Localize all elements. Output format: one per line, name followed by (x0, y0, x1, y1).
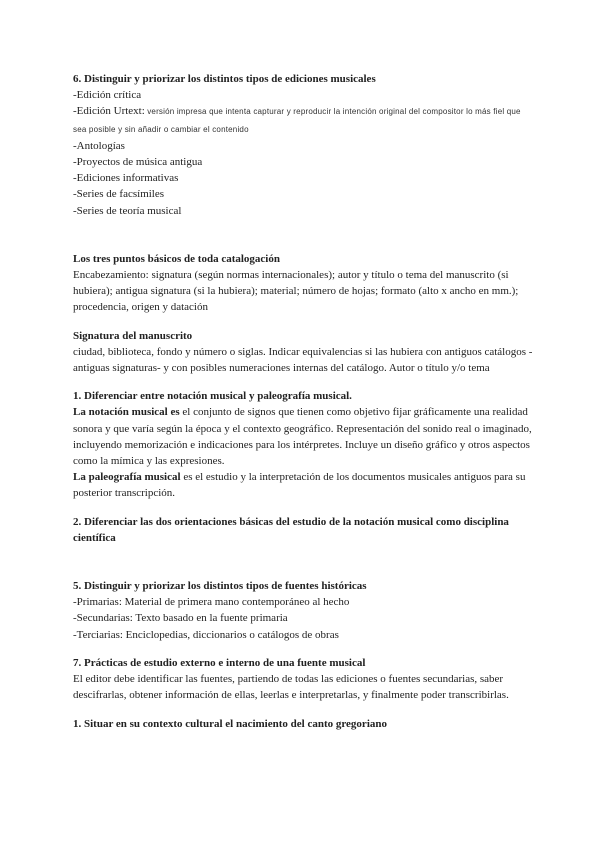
section-1-gregorian-heading: 1. Situar en su contexto cultural el nacimiento del canto gregoriano (73, 717, 387, 730)
section-7-heading: 7. Prácticas de estudio externo e interno de una fuente musical (73, 656, 366, 669)
notation-definition (73, 404, 533, 469)
spacer (73, 376, 533, 388)
spacer (73, 219, 533, 251)
section-7-body: El editor debe identificar las fuentes, partiendo de todas las ediciones o fuentes secundarias, saber descifrarlas, obtener información de ellas, leerlas e interpretarlas, y finalmente poder transcribirlas. (73, 673, 509, 702)
edition-type-item: -Series de facsímiles (73, 188, 165, 201)
section-2-heading: 2. Diferenciar las dos orientaciones básicas del estudio de la notación musical como disciplina científica (73, 515, 509, 544)
edition-type-item: -Antologías (73, 139, 125, 152)
document-body (73, 71, 533, 732)
edition-type-item: -Ediciones informativas (73, 172, 179, 185)
section-1-notation-heading: 1. Diferenciar entre notación musical y paleografía musical. (73, 390, 352, 403)
paleography-text: es el estudio y la interpretación de los documentos musicales antiguos para su posterior transcripción. (73, 471, 526, 500)
source-type-item: -Secundarias: Texto basado en la fuente primaria (73, 612, 288, 625)
paleography-term: La paleografía musical (73, 471, 181, 484)
spacer (73, 643, 533, 655)
spacer (73, 502, 533, 514)
signature-heading: Signatura del manuscrito (73, 329, 193, 342)
cataloging-heading: Los tres puntos básicos de toda catalogación (73, 252, 280, 265)
paleography-definition (73, 469, 533, 501)
edition-type-item: -Proyectos de música antigua (73, 156, 203, 169)
section-5-heading: 5. Distinguir y priorizar los distintos tipos de fuentes históricas (73, 580, 367, 593)
spacer (73, 546, 533, 578)
edition-type-item-urtext (73, 103, 533, 137)
signature-body: ciudad, biblioteca, fondo y número o siglas. Indicar equivalencias si las hubiera con antiguos catálogos -antiguas signaturas- y con posibles numeraciones internas del catálogo. Autor o título y/o tema (73, 345, 533, 375)
notation-term: La notación musical es (73, 406, 180, 419)
urtext-description: versión impresa que intenta capturar y reproducir la intención original del compositor lo más fiel que sea posible y sin añadir o cambiar el contenido (73, 107, 521, 134)
notation-text: el conjunto de signos que tienen como objetivo fijar gráficamente una realidad sonora y que varía según la época y el contexto geográfico. Representación del sonido real o imaginado, incluyendo memorización e indicaciones para los intérpretes. Incluye un diseño gráfico y otros aspectos como la mímica y las expresiones. (73, 406, 532, 468)
urtext-label: -Edición Urtext: (73, 105, 145, 118)
source-type-item: -Terciarias: Enciclopedias, diccionarios o catálogos de obras (73, 628, 339, 641)
cataloging-body: Encabezamiento: signatura (según normas internacionales); autor y título o tema del manuscrito (si hubiera); antigua signatura (si la hubiera); material; número de hojas; formato (alto x ancho en mm.); procedencia, origen y datación (73, 269, 519, 314)
section-6-heading: 6. Distinguir y priorizar los distintos tipos de ediciones musicales (73, 73, 376, 85)
source-type-item: -Primarias: Material de primera mano contemporáneo al hecho (73, 596, 350, 609)
spacer (73, 704, 533, 716)
edition-type-item: -Series de teoría musical (73, 204, 182, 217)
edition-type-item: -Edición crítica (73, 89, 142, 102)
spacer (73, 316, 533, 328)
